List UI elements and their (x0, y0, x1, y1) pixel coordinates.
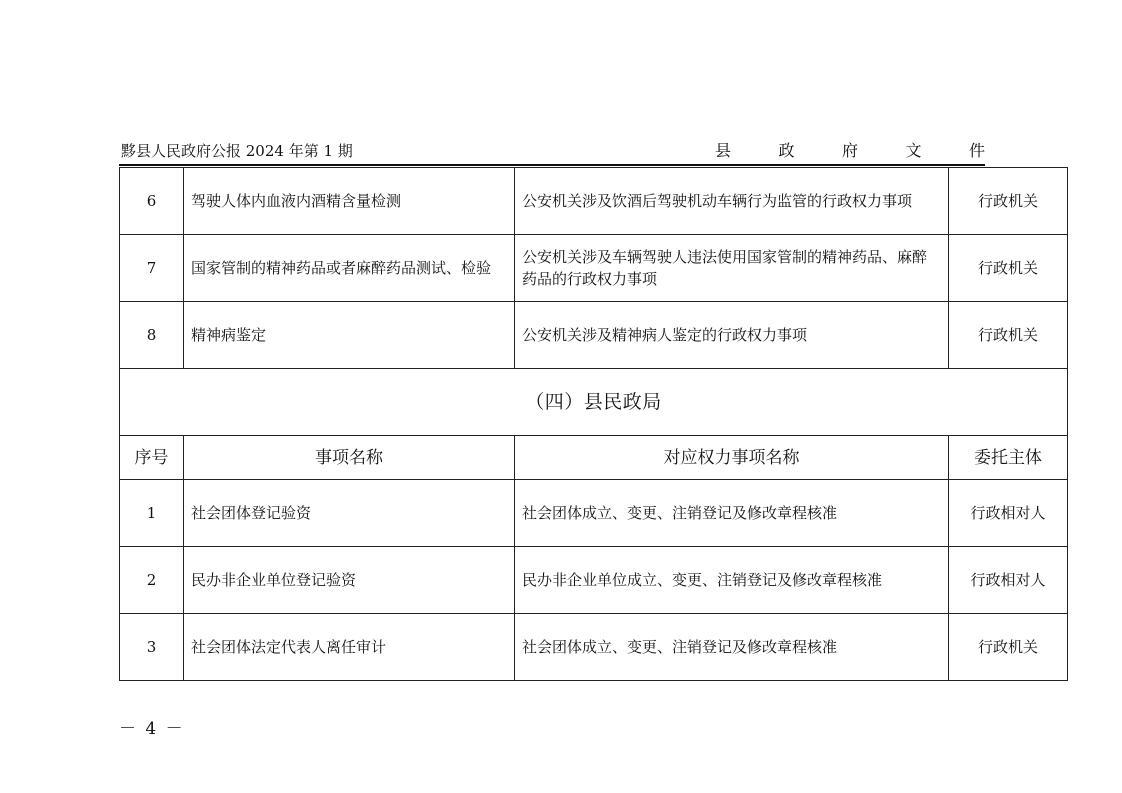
delegated-subject: 行政机关 (949, 614, 1068, 681)
power-item-name: 社会团体成立、变更、注销登记及修改章程核准 (515, 614, 949, 681)
item-name: 社会团体法定代表人离任审计 (184, 614, 515, 681)
table-row (120, 235, 1068, 302)
bulletin-title: 黟县人民政府公报 2024 年第 1 期 (121, 142, 353, 160)
power-item-name: 社会团体成立、变更、注销登记及修改章程核准 (515, 480, 949, 547)
category-char: 政 (778, 141, 795, 160)
power-item-name: 公安机关涉及饮酒后驾驶机动车辆行为监管的行政权力事项 (515, 168, 949, 235)
document-category (715, 140, 985, 162)
column-header-number: 序号 (120, 436, 184, 480)
header-row (120, 436, 1068, 480)
row-number: 7 (120, 235, 184, 302)
power-item-name: 公安机关涉及车辆驾驶人违法使用国家管制的精神药品、麻醉药品的行政权力事项 (515, 235, 949, 302)
row-number: 8 (120, 302, 184, 369)
category-char: 府 (841, 141, 858, 160)
row-number: 3 (120, 614, 184, 681)
item-name: 精神病鉴定 (184, 302, 515, 369)
table-row (120, 168, 1068, 235)
delegated-subject: 行政机关 (949, 235, 1068, 302)
item-name: 国家管制的精神药品或者麻醉药品测试、检验 (184, 235, 515, 302)
table-row (120, 302, 1068, 369)
item-name: 社会团体登记验资 (184, 480, 515, 547)
row-number: 1 (120, 480, 184, 547)
section-title: （四）县民政局 (120, 369, 1068, 436)
item-name: 民办非企业单位登记验资 (184, 547, 515, 614)
category-char: 件 (968, 141, 985, 160)
page-header (119, 140, 985, 166)
item-name: 驾驶人体内血液内酒精含量检测 (184, 168, 515, 235)
section-row (120, 369, 1068, 436)
page-number: － 4 － (119, 719, 185, 739)
power-item-name: 民办非企业单位成立、变更、注销登记及修改章程核准 (515, 547, 949, 614)
column-header-subject: 委托主体 (949, 436, 1068, 480)
row-number: 6 (120, 168, 184, 235)
table-row (120, 614, 1068, 681)
category-char: 县 (715, 141, 732, 160)
delegated-subject: 行政机关 (949, 168, 1068, 235)
power-item-name: 公安机关涉及精神病人鉴定的行政权力事项 (515, 302, 949, 369)
column-header-item: 事项名称 (184, 436, 515, 480)
category-char: 文 (905, 141, 922, 160)
column-header-power: 对应权力事项名称 (515, 436, 949, 480)
delegated-subject: 行政机关 (949, 302, 1068, 369)
delegated-subject: 行政相对人 (949, 547, 1068, 614)
delegated-subject: 行政相对人 (949, 480, 1068, 547)
row-number: 2 (120, 547, 184, 614)
delegation-table (119, 167, 1068, 681)
table-row (120, 480, 1068, 547)
table-row (120, 547, 1068, 614)
